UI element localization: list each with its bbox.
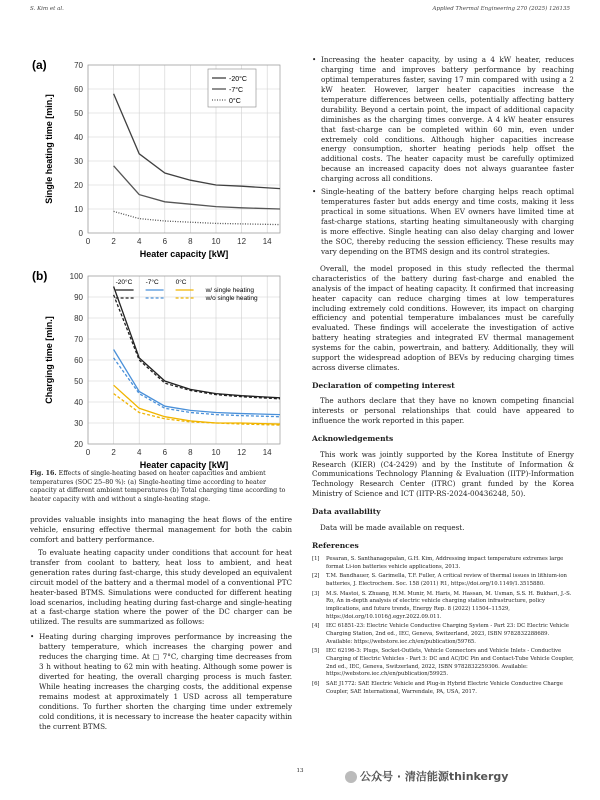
x-tick-label: 4 — [136, 237, 142, 246]
paragraph: The authors declare that they have no known competing financial interests or personal relationships that could have appeared to influence the work reported in this paper. — [312, 396, 574, 426]
x-tick-label: 8 — [188, 237, 193, 246]
series-line — [114, 350, 280, 415]
reference-list — [312, 556, 574, 696]
y-tick-label: 10 — [74, 205, 83, 214]
panel-label: (a) — [32, 58, 47, 72]
x-tick-label: 0 — [85, 448, 91, 457]
y-tick-label: 40 — [74, 398, 83, 407]
y-axis-label: Single heating time [min.] — [44, 94, 54, 204]
x-axis-label: Heater capacity [kW] — [139, 249, 229, 259]
y-tick-label: 50 — [74, 377, 83, 386]
x-tick-label: 12 — [237, 237, 247, 246]
y-tick-label: 50 — [74, 109, 83, 118]
x-tick-label: 10 — [211, 237, 221, 246]
reference-text: SAE J1772: SAE Electric Vehicle and Plug-in Hybrid Electric Vehicle Conductive Charge Coupler, SAE International, Warrendale, PA, USA, 2017. — [326, 680, 563, 695]
reference-text: Pesaran, S. Santhanagopalan, G.H. Kim, Addressing impact temperature extremes large format Li-ion batteries vehicle applications, 2013. — [326, 555, 564, 570]
paragraph: Overall, the model proposed in this study reflected the thermal characteristics of the battery during fast-charge and enabled the analysis of the impact of heating capacity. It confirmed that increasing heater capacity can reduce charging times at low temperatures including extremely cold conditions. However, its impact on charging efficiency and potential temperature imbalances must be carefully evaluated. These findings will accelerate the investigation of active battery heating strategies and integrated EV thermal management systems for the cabin, powertrain, and battery. Additionally, they will support the widespread adoption of BEVs by reducing charging times across diverse climates. — [312, 263, 574, 373]
x-axis-label: Heater capacity [kW] — [139, 460, 229, 470]
page-number: 13 — [296, 768, 304, 774]
y-tick-label: 80 — [74, 314, 83, 323]
bullet-item: • Single-heating of the battery before charging helps reach optimal temperatures faster but adds energy and time costs, making it less practical in some situations. When EV owners have limited time at fast-charge stations, starting heating simultaneously with charging is more effective. Single heating can also delay charging and lower the SOC, thereby reducing the session efficiency. These results may vary depending on the BTMS design and its control strategies. — [312, 187, 574, 257]
x-tick-label: 6 — [162, 448, 168, 457]
reference-item — [312, 573, 574, 588]
paragraph: Data will be made available on request. — [320, 522, 465, 532]
reference-number: [5] — [312, 648, 320, 655]
reference-number: [4] — [312, 623, 320, 630]
paragraph: To evaluate heating capacity under conditions that account for heat transfer from coolant to battery, heat loss to ambient, and heat generation rates during fast-charge, this study developed an equivalent circuit model of the battery and a thermal model of a conventional PTC heater-based BTMS. Simulations were conducted for different heating load scenarios, including heating during fast-charge and single-heating at a fast-charge station where the power of the DC charger can be utilized. The results are summarized as follows: — [30, 547, 292, 627]
y-tick-label: 90 — [74, 293, 83, 302]
x-tick-label: 2 — [111, 237, 116, 246]
reference-number: [3] — [312, 590, 320, 597]
x-tick-label: 2 — [111, 448, 116, 457]
legend-label: -7°C — [229, 87, 244, 94]
wechat-icon — [345, 771, 357, 783]
running-header-left: S. Kim et al. — [30, 6, 64, 12]
reference-number: [2] — [312, 573, 320, 580]
series-line — [114, 394, 280, 426]
y-axis-label: Charging time [min.] — [44, 316, 54, 404]
x-tick-label: 14 — [262, 237, 272, 246]
caption-label: Fig. 16. — [30, 470, 57, 477]
y-tick-label: 0 — [78, 229, 83, 238]
x-tick-label: 14 — [262, 448, 272, 457]
reference-text: IEC 62196-3: Plugs, Socket-Outlets, Vehicle Connectors and Vehicle Inlets - Conductive Charging of Electric Vehicles - Part 3: DC and AC/DC Pin and Contact-Tube Vehicle Coupler, 2nd ed., IEC, Geneva, Switzerland, 2022, ISBN 9782832259306. Available: https://webstore.iec.ch/en/publication/59925. — [326, 648, 574, 678]
legend-label: w/o single heating — [205, 295, 258, 302]
legend-label: 0°C — [229, 98, 241, 105]
x-tick-label: 8 — [188, 448, 193, 457]
running-header-right: Applied Thermal Engineering 270 (2025) 126135 — [432, 6, 570, 12]
series-line — [114, 211, 280, 224]
reference-number: [1] — [312, 555, 320, 562]
y-tick-label: 70 — [74, 335, 83, 344]
y-tick-label: 100 — [69, 272, 83, 281]
section-heading-references: References — [312, 540, 359, 550]
legend-label: -7°C — [145, 279, 159, 286]
reference-item — [312, 556, 574, 571]
x-tick-label: 0 — [85, 237, 91, 246]
y-tick-label: 60 — [74, 356, 83, 365]
bullet-item: • Heating during charging improves performance by increasing the battery temperature, which increases the charging power and reduces the charging time. At □ 7°C, charging time decreases from 3 h without heating to 62 min with heating. Although some power is diverted for heating, the overall charging process is much faster. While heating increases the charging costs, the additional expense remains modest at approximately 1 USD across all temperature conditions. To further shorten the charging time under extremely cold conditions, it is necessary to increase the heater capacity within the current BTMS. — [30, 632, 292, 731]
figure-caption — [30, 470, 292, 504]
x-tick-label: 10 — [211, 448, 221, 457]
reference-text: M.S. Mastoi, S. Zhuang, H.M. Munir, M. Haris, M. Hassan, M. Usman, S.S. H. Bukhari, J.-S. Ro, An in-depth analysis of electric vehicle charging station infrastructure, policy implications, and future trends, Energy Rep. 8 (2022) 11504–11529, https://doi.org/10.1016/j.egyr.2022.09.011. — [326, 590, 572, 620]
reference-item — [312, 591, 574, 622]
chart-panel-b — [30, 266, 292, 471]
watermark-text: 公众号 · 清洁能源thinkergy — [360, 770, 509, 783]
figure-16 — [30, 55, 292, 471]
y-tick-label: 60 — [74, 85, 83, 94]
legend-label: w/ single heating — [205, 287, 255, 294]
section-heading-acknowledgements: Acknowledgements — [312, 434, 394, 444]
x-tick-label: 4 — [136, 448, 142, 457]
y-tick-label: 70 — [74, 61, 83, 70]
x-tick-label: 6 — [162, 237, 168, 246]
legend-label: -20°C — [115, 279, 133, 286]
watermark — [345, 768, 508, 784]
chart-panel-a — [30, 55, 292, 260]
reference-number: [6] — [312, 680, 320, 687]
reference-item — [312, 623, 574, 646]
right-column-text — [312, 55, 574, 698]
reference-text: IEC 61851-23: Electric Vehicle Conductive Charging System - Part 23: DC Electric Vehicle Charging Station, 2nd ed., IEC, Geneva, Switzerland, 2023, ISBN 9782832288689. Available: https://webstore.iec.ch/en/publication/59765. — [326, 623, 569, 645]
section-heading-data-availability: Data availability — [312, 507, 381, 517]
caption-text: Effects of single-heating based on heater capacities and ambient temperatures (SOC 25–80 %): (a) Single-heating time according to heater capacity at different ambient temperatures (b) Total charging time according to heater capacity with and without a single-heating stage. — [30, 470, 286, 503]
series-line — [114, 94, 280, 189]
left-column-text — [30, 515, 292, 735]
legend-label: -20°C — [229, 76, 247, 83]
y-tick-label: 20 — [74, 181, 83, 190]
legend-label: 0°C — [175, 279, 187, 286]
y-tick-label: 30 — [74, 157, 83, 166]
y-tick-label: 40 — [74, 133, 83, 142]
bullet-item: • Increasing the heater capacity, by using a 4 kW heater, reduces charging time and improves battery performance by reaching optimal temperatures faster, saving 17 min compared with using a 2 kW heater. However, larger heater capacities increase the temperature differences between cells, potentially affecting battery durability. Beyond a certain point, the impact of additional capacity diminishes as the charging times converge. A 4 kW heater ensures that fast-charge can be completed within 60 min, even under extremely cold conditions. Although higher capacities increase energy consumption, shorter heating periods help offset the additional costs. The heater capacity must be carefully optimized because an increased capacity does not always guarantee faster charging across all conditions. — [312, 55, 574, 184]
y-tick-label: 20 — [74, 440, 83, 449]
paragraph: provides valuable insights into managing the heat flows of the entire vehicle, ensuring effective thermal management for both the cabin comfort and battery performance. — [30, 515, 292, 544]
x-tick-label: 12 — [237, 448, 247, 457]
y-tick-label: 30 — [74, 419, 83, 428]
panel-label: (b) — [32, 269, 48, 283]
reference-item — [312, 681, 574, 696]
reference-item — [312, 648, 574, 679]
series-line — [114, 295, 280, 399]
section-heading-competing: Declaration of competing interest — [312, 381, 455, 391]
paragraph: This work was jointly supported by the Korea Institute of Energy Research (KIER) (C4-2429) and by the Institute of Information & Communications Technology Planning & Evaluation (IITP)-Information Technology Research Center (ITRC) grant funded by the Korea Ministry of Science and ICT (IITP-RS-2024-00436248, 50). — [312, 449, 574, 499]
reference-text: T.M. Bandhauer, S. Garimella, T.F. Fuller, A critical review of thermal issues in lithium-ion batteries, J. Electrochem. Soc. 158 (2011) R1, https://doi.org/10.1149/1.3515880. — [326, 573, 567, 587]
